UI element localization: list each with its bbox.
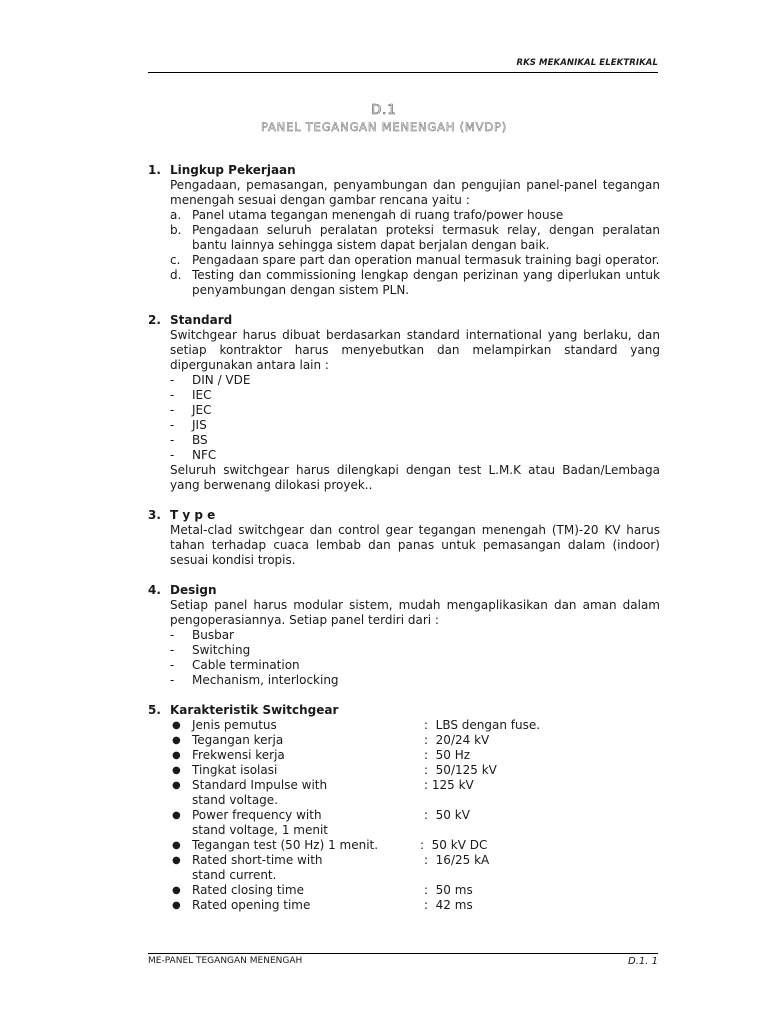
section-heading: Standard — [170, 313, 233, 327]
section-number: 4. — [148, 583, 161, 597]
list-letter: c. — [170, 253, 181, 267]
list-item: - IEC — [170, 388, 212, 402]
spec-row — [170, 748, 660, 763]
spec-label: Frekwensi kerja — [192, 748, 285, 762]
list-item: - Busbar — [170, 628, 234, 642]
section-lingkup-pekerjaan — [148, 163, 660, 298]
bullet-icon: ● — [172, 750, 181, 761]
spec-row-continuation — [170, 823, 660, 838]
bullet-icon: ● — [172, 855, 181, 866]
spec-label: Tegangan test (50 Hz) 1 menit. — [192, 838, 379, 852]
list-item: - Switching — [170, 643, 251, 657]
spec-label: Rated opening time — [192, 898, 311, 912]
spec-label: Rated closing time — [192, 883, 304, 897]
running-header: RKS MEKANIKAL ELEKTRIKAL — [148, 58, 658, 73]
document-title: PANEL TEGANGAN MENENGAH (MVDP) — [261, 120, 507, 134]
bullet-icon: ● — [172, 765, 181, 776]
page-footer — [148, 953, 658, 966]
bullet-icon: ● — [172, 720, 181, 731]
list-text: Testing dan commissioning lengkap dengan perizinan yang diperlukan untuk penyambungan dengan sistem PLN. — [192, 268, 660, 297]
spec-label: Standard Impulse with — [192, 778, 328, 792]
spec-value: : 50 ms — [424, 883, 473, 897]
section-heading: Lingkup Pekerjaan — [170, 163, 296, 177]
spec-value: : LBS dengan fuse. — [424, 718, 541, 732]
list-letter: a. — [170, 208, 182, 222]
list-item — [170, 223, 660, 253]
spec-row — [170, 778, 660, 793]
spec-label: Jenis pemutus — [192, 718, 277, 732]
section-design — [148, 583, 660, 688]
spec-row — [170, 733, 660, 748]
list-item: - NFC — [170, 448, 217, 462]
section-type — [148, 508, 660, 568]
list-item: - JEC — [170, 403, 212, 417]
spec-value: : 20/24 kV — [424, 733, 490, 747]
spec-row — [170, 838, 660, 853]
list-item — [170, 208, 660, 223]
section-standard — [148, 313, 660, 493]
bullet-icon: ● — [172, 840, 181, 851]
bullet-icon: ● — [172, 885, 181, 896]
list-item: - DIN / VDE — [170, 373, 251, 387]
spec-row-continuation — [170, 868, 660, 883]
spec-value: : 50/125 kV — [424, 763, 497, 777]
spec-label: stand voltage, 1 menit — [192, 823, 328, 837]
list-item: - BS — [170, 433, 208, 447]
section-intro: Setiap panel harus modular sistem, mudah mengaplikasikan dan aman dalam pengoperasiannya. Setiap panel terdiri dari : — [170, 598, 660, 627]
footer-title: ME-PANEL TEGANGAN MENENGAH — [148, 956, 303, 966]
list-text: Pengadaan spare part dan operation manual termasuk training bagi operator. — [192, 253, 660, 267]
spec-label: Tegangan kerja — [192, 733, 284, 747]
section-intro: Switchgear harus dibuat berdasarkan standard international yang berlaku, dan setiap kontraktor harus menyebutkan dan melampirkan standard yang dipergunakan antara lain : — [170, 328, 660, 372]
spec-value: : 42 ms — [424, 898, 473, 912]
spec-value: : 50 Hz — [424, 748, 471, 762]
spec-value: : 125 kV — [424, 778, 474, 792]
document-number: D.1 — [371, 103, 397, 118]
spec-value: : 50 kV DC — [420, 838, 488, 852]
section-number: 3. — [148, 508, 161, 522]
spec-value: : 50 kV — [424, 808, 470, 822]
section-karakteristik — [148, 703, 660, 913]
bullet-icon: ● — [172, 735, 181, 746]
section-heading: Karakteristik Switchgear — [170, 703, 339, 717]
list-item: - JIS — [170, 418, 207, 432]
spec-row — [170, 898, 660, 913]
list-letter: d. — [170, 268, 182, 282]
spec-row — [170, 808, 660, 823]
spec-row — [170, 718, 660, 733]
spec-label: stand voltage. — [192, 793, 278, 807]
spec-label: stand current. — [192, 868, 277, 882]
spec-row — [170, 883, 660, 898]
list-letter: b. — [170, 223, 182, 237]
section-heading: T y p e — [170, 508, 216, 522]
spec-label: Rated short-time with — [192, 853, 323, 867]
section-number: 2. — [148, 313, 161, 327]
spec-label: Power frequency with — [192, 808, 322, 822]
list-item: - Mechanism, interlocking — [170, 673, 339, 687]
bullet-icon: ● — [172, 810, 181, 821]
section-intro: Pengadaan, pemasangan, penyambungan dan pengujian panel-panel tegangan menengah sesuai dengan gambar rencana yaitu : — [170, 178, 660, 207]
list-text: Pengadaan seluruh peralatan proteksi termasuk relay, dengan peralatan bantu lainnya sehingga sistem dapat berjalan dengan baik. — [192, 223, 660, 252]
section-number: 5. — [148, 703, 161, 717]
section-heading: Design — [170, 583, 217, 597]
section-number: 1. — [148, 163, 161, 177]
page-number: D.1. 1 — [628, 956, 658, 967]
spec-value: : 16/25 kA — [424, 853, 490, 867]
section-closing: Seluruh switchgear harus dilengkapi dengan test L.M.K atau Badan/Lembaga yang berwenang dilokasi proyek.. — [170, 463, 660, 492]
section-text: Metal-clad switchgear dan control gear tegangan menengah (TM)-20 KV harus tahan terhadap cuaca lembab dan panas untuk pemasangan dalam (indoor) sesuai kondisi tropis. — [170, 523, 660, 567]
list-text: Panel utama tegangan menengah di ruang trafo/power house — [192, 208, 564, 222]
spec-row — [170, 763, 660, 778]
spec-row — [170, 853, 660, 868]
bullet-icon: ● — [172, 900, 181, 911]
list-item — [170, 253, 660, 268]
bullet-icon: ● — [172, 780, 181, 791]
spec-row-continuation — [170, 793, 660, 808]
document-body — [148, 163, 660, 913]
spec-label: Tingkat isolasi — [192, 763, 278, 777]
list-item: - Cable termination — [170, 658, 300, 672]
list-item — [170, 268, 660, 298]
